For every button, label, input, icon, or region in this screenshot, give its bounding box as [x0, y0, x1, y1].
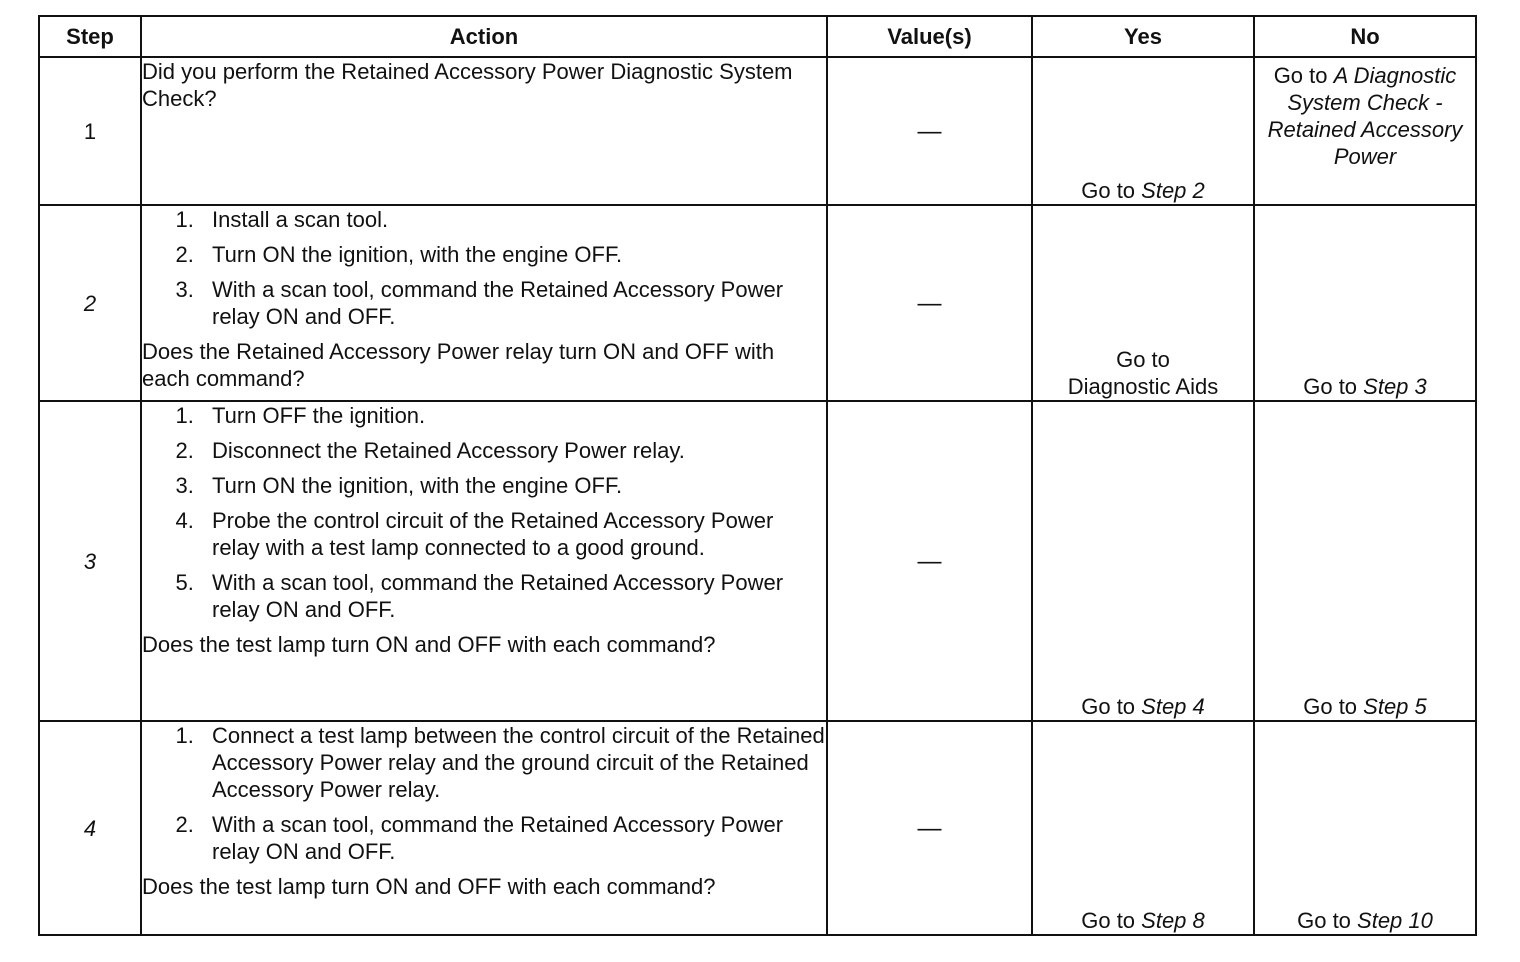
action-cell	[141, 57, 827, 205]
action-cell	[141, 721, 827, 935]
no-link[interactable]: Step 3	[1363, 374, 1427, 399]
yes-link[interactable]: Step 2	[1141, 178, 1205, 203]
action-question: Did you perform the Retained Accessory Power Diagnostic System Check?	[142, 59, 793, 111]
header-row	[39, 16, 1476, 57]
no-prefix: Go to	[1297, 908, 1358, 933]
header-step: Step	[39, 16, 141, 57]
action-step-item: 2. Disconnect the Retained Accessory Power relay.	[200, 437, 826, 464]
no-prefix: Go to	[1273, 63, 1334, 88]
action-step-item: 1. Turn OFF the ignition.	[200, 402, 826, 429]
table-row	[39, 205, 1476, 401]
header-yes: Yes	[1032, 16, 1254, 57]
step-number: 3	[39, 401, 141, 721]
yes-prefix: Go to	[1081, 908, 1142, 933]
value-cell: —	[827, 205, 1032, 401]
step-number: 4	[39, 721, 141, 935]
action-cell	[141, 401, 827, 721]
no-prefix: Go to	[1303, 374, 1364, 399]
yes-link[interactable]: Step 8	[1141, 908, 1205, 933]
no-link[interactable]: Step 10	[1357, 908, 1433, 933]
no-cell	[1254, 401, 1476, 721]
no-prefix: Go to	[1303, 694, 1364, 719]
action-steps	[142, 402, 826, 623]
header-values: Value(s)	[827, 16, 1032, 57]
value-cell: —	[827, 401, 1032, 721]
table-row	[39, 401, 1476, 721]
header-action: Action	[141, 16, 827, 57]
action-step-item: 3. With a scan tool, command the Retained Accessory Power relay ON and OFF.	[200, 276, 826, 330]
action-step-item: 5. With a scan tool, command the Retained Accessory Power relay ON and OFF.	[200, 569, 826, 623]
action-step-item: 4. Probe the control circuit of the Retained Accessory Power relay with a test lamp connected to a good ground.	[200, 507, 826, 561]
no-cell	[1254, 721, 1476, 935]
action-question: Does the test lamp turn ON and OFF with each command?	[142, 874, 716, 899]
table-row	[39, 721, 1476, 935]
table-row	[39, 57, 1476, 205]
yes-link[interactable]: Step 4	[1141, 694, 1205, 719]
action-step-item: 1. Connect a test lamp between the control circuit of the Retained Accessory Power relay and the ground circuit of the Retained Accessory Power relay.	[200, 722, 826, 803]
action-question: Does the test lamp turn ON and OFF with each command?	[142, 632, 716, 657]
step-number: 1	[39, 57, 141, 205]
value-cell: —	[827, 721, 1032, 935]
step-number: 2	[39, 205, 141, 401]
yes-cell	[1032, 401, 1254, 721]
yes-link[interactable]: Diagnostic Aids	[1067, 374, 1219, 399]
header-no: No	[1254, 16, 1476, 57]
yes-cell	[1032, 721, 1254, 935]
yes-prefix: Go to	[1081, 178, 1142, 203]
action-question: Does the Retained Accessory Power relay turn ON and OFF with each command?	[142, 339, 775, 391]
no-cell	[1254, 205, 1476, 401]
no-cell	[1254, 57, 1476, 205]
action-step-item: 3. Turn ON the ignition, with the engine OFF.	[200, 472, 826, 499]
action-step-item: 2. Turn ON the ignition, with the engine OFF.	[200, 241, 826, 268]
yes-prefix: Go to	[1081, 694, 1142, 719]
diagnostic-table	[38, 15, 1477, 936]
no-link[interactable]: Step 5	[1363, 694, 1427, 719]
action-step-item: 1. Install a scan tool.	[200, 206, 826, 233]
action-cell	[141, 205, 827, 401]
action-steps	[142, 722, 826, 865]
no-link[interactable]: A Diagnostic System Check - Retained Accessory Power	[1267, 63, 1463, 169]
yes-cell	[1032, 205, 1254, 401]
yes-cell	[1032, 57, 1254, 205]
action-steps	[142, 206, 826, 330]
yes-prefix: Go to	[1116, 347, 1170, 372]
action-step-item: 2. With a scan tool, command the Retained Accessory Power relay ON and OFF.	[200, 811, 826, 865]
value-cell: —	[827, 57, 1032, 205]
